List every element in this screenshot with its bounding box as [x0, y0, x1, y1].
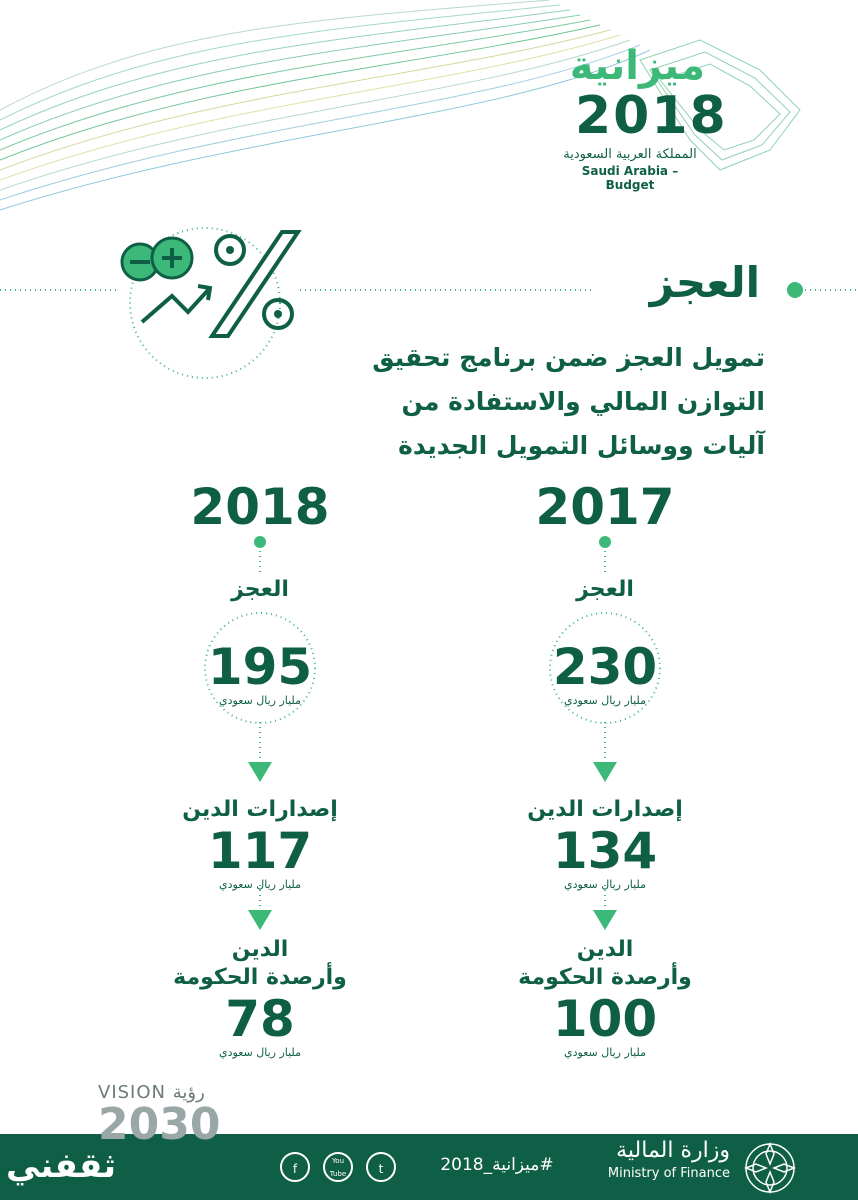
unit-label: مليار ريال سعودي: [564, 694, 646, 707]
debt-issue-block-2018: [140, 796, 380, 892]
debt-issue-value: 134: [552, 822, 658, 880]
deficit-value: 195: [207, 638, 313, 696]
unit-label: مليار ريال سعودي: [219, 1046, 301, 1059]
flow-connectors: [0, 470, 858, 1090]
deficit-label: العجز: [231, 577, 289, 602]
deficit-label: العجز: [576, 577, 634, 602]
debt-issue-block-2017: [485, 796, 725, 892]
unit-label: مليار ريال سعودي: [219, 694, 301, 707]
vision-label: VISION رؤية: [98, 1082, 205, 1103]
vision-year: 2030: [98, 1099, 221, 1150]
deficit-block-2018: [140, 576, 380, 604]
youtube-icon[interactable]: You Tube: [323, 1152, 353, 1182]
unit-label: مليار ريال سعودي: [564, 878, 646, 891]
year-label: 2018: [190, 478, 330, 536]
debt-balance-label: الدين: [576, 937, 634, 962]
footer-hashtag[interactable]: #ميزانية_2018: [440, 1155, 554, 1175]
year-dot: [599, 536, 611, 548]
column-2018: [140, 478, 380, 536]
debt-balance-block-2017: [485, 936, 725, 1060]
subtitle-line: آليات ووسائل التمويل الجديدة: [398, 431, 765, 460]
section-title: العجز: [649, 258, 760, 307]
logo-year: 2018: [575, 86, 728, 146]
logo-title: ميزانية: [569, 43, 705, 89]
twitter-icon[interactable]: t: [366, 1152, 396, 1182]
arrow-down-icon: [248, 910, 272, 930]
ministry-name-ar: وزارة المالية: [616, 1138, 730, 1163]
year-dot: [254, 536, 266, 548]
section-subtitle: [340, 336, 765, 468]
arrow-down-icon: [248, 762, 272, 782]
deficit-value-block-2017: [485, 640, 725, 708]
deficit-value: 230: [552, 638, 658, 696]
year-label: 2017: [535, 478, 675, 536]
section-dot: [787, 282, 803, 298]
debt-balance-block-2018: [140, 936, 380, 1060]
unit-label: مليار ريال سعودي: [219, 878, 301, 891]
logo-country-en: Saudi Arabia – Budget: [581, 164, 679, 192]
debt-issue-label: إصدارات الدين: [182, 797, 338, 822]
column-2017: [485, 478, 725, 536]
arrow-down-icon: [593, 910, 617, 930]
debt-balance-value: 100: [552, 990, 658, 1048]
ministry-name-en: Ministry of Finance: [607, 1166, 730, 1181]
debt-issue-label: إصدارات الدين: [527, 797, 683, 822]
debt-balance-label: وأرصدة الحكومة: [173, 965, 347, 990]
debt-balance-label: الدين: [231, 937, 289, 962]
background-waves: [0, 0, 858, 240]
logo-country-ar: المملكة العربية السعودية: [563, 147, 697, 162]
debt-issue-value: 117: [207, 822, 313, 880]
ministry-emblem-icon: [740, 1138, 800, 1198]
vision-2030-logo: [98, 1082, 233, 1150]
percent-finance-icon: [110, 218, 310, 388]
watermark-text: ثقفني: [6, 1146, 116, 1186]
debt-balance-label: وأرصدة الحكومة: [518, 965, 692, 990]
arrow-down-icon: [593, 762, 617, 782]
subtitle-line: تمويل العجز ضمن برنامج تحقيق: [372, 343, 765, 372]
subtitle-line: التوازن المالي والاستفادة من: [401, 387, 765, 416]
unit-label: مليار ريال سعودي: [564, 1046, 646, 1059]
deficit-value-block-2018: [140, 640, 380, 708]
facebook-icon[interactable]: f: [280, 1152, 310, 1182]
deficit-block-2017: [485, 576, 725, 604]
debt-balance-value: 78: [225, 990, 295, 1048]
